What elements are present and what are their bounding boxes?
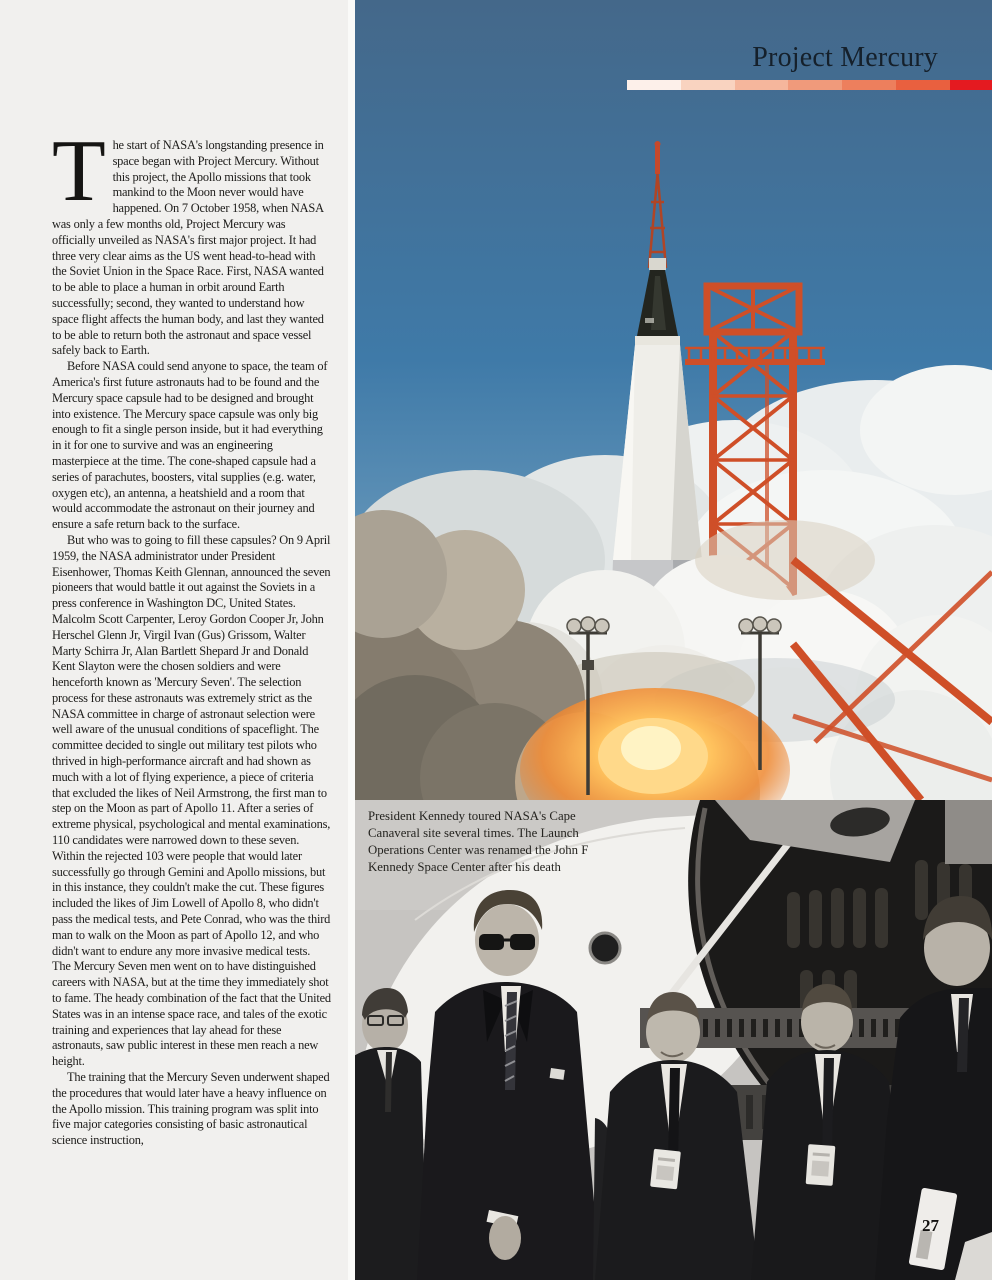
gradient-segment — [627, 80, 681, 90]
gradient-bar — [627, 80, 992, 90]
gradient-segment — [842, 80, 896, 90]
paragraph-3: But who was to going to fill these capsules? On 9 April 1959, the NASA administrator under President Eisenhower, Thomas Keith Glennan, announced the seven pioneers that would battle it out against the Soviets in a press conference in Washington DC, United States. Malcolm Scott Carpenter, Leroy Gordon Cooper Jr, John Herschel Glenn Jr, Virgil Ivan (Gus) Grissom, Walter Marty Schirra Jr, Alan Bartlett Shepard Jr and Donald Kent Slayton were the chosen soldiers and were henceforth known as 'Mercury Seven'. The selection process for these astronauts was extremely strict as the NASA committee in charge of astronaut selection were well aware of the unusual conditions of spaceflight. The committee decided to single out military test pilots who thrived in high-performance aircraft and had shown as much with a lot of flying experience, a piece of criteria that excluded the likes of Neil Armstrong, the first man to step on the Moon as part of Apollo 11. After a series of extreme physical, psychological and mental examinations, 110 candidates were narrowed down to these seven. Within the rejected 103 were people that would later successfully go through Gemini and Apollo missions, but in this instance, they couldn't make the cut. These figures included the likes of Jim Lowell of Apollo 8, who didn't pass the medical tests, and Pete Conrad, who was the third man to walk on the Moon as part of Apollo 12, and who didn't want to endure any more invasive medical tests. The Mercury Seven men went on to have distinguished careers with NASA, but at the time they immediately shot to fame. The heady combination of the fact that the United States was in an intense space race, and tales of the exotic training and experiences that lay ahead for these astronauts, saw public interest in these men reach a new height. — [52, 532, 331, 1069]
gradient-segment — [788, 80, 842, 90]
gradient-segment — [896, 80, 950, 90]
page-title: Project Mercury — [752, 42, 938, 73]
page-gutter — [348, 0, 355, 1280]
name-badge — [806, 1144, 836, 1186]
page-number: 27 — [922, 1216, 939, 1235]
gradient-segment — [681, 80, 735, 90]
gradient-segment — [950, 80, 992, 90]
photo-caption: President Kennedy toured NASA's Cape Canaveral site several times. The Launch Operations Center was renamed the John F Kennedy Space Center after his death — [368, 809, 589, 874]
hand — [489, 1216, 521, 1260]
rocket-launch-photo — [355, 0, 992, 800]
paragraph-2: Before NASA could send anyone to space, the team of America's first future astronauts had to be found and the Mercury space capsule had to be designed and brought into existence. The Mercury space capsule was only big enough to fit a single person inside, but it had everything in it for one to survive and was an engineering masterpiece at the time. The cone-shaped capsule had a series of parachutes, boosters, vital supplies (e.g. water, oxygen etc), an antenna, a heatshield and a room that would accommodate the astronaut on their journey and ensure a safe return back to the surface. — [52, 359, 328, 532]
gradient-segment — [735, 80, 789, 90]
paragraph-1 — [52, 123, 331, 359]
rocket-launch-illustration — [355, 0, 992, 800]
paragraph-4: The training that the Mercury Seven underwent shaped the procedures that would later have a heavy influence on the Apollo mission. This training program was split into five major categories consisting of basic astronautical science instruction, — [52, 1070, 330, 1148]
drop-cap: T — [52, 123, 106, 220]
name-badge — [650, 1149, 681, 1190]
paragraph-1-text: he start of NASA's longstanding presence in space began with Project Mercury. Without this project, the Apollo missions that took mankind to the Moon never would have happened. On 7 October 1958, when NASA was only a few months old, Project Mercury was officially unveiled as NASA's first major project. It had three very clear aims as the US went head-to-head with the Soviet Union in the Space Race. First, NASA wanted to be able to place a human in orbit around Earth successfully; second, they wanted to understand how space flight affects the human body, and last they wanted to be able to return both the astronaut and space vessel safely back to Earth. — [52, 138, 324, 358]
article-text-column — [52, 123, 331, 1149]
striped-tie — [505, 992, 517, 1090]
